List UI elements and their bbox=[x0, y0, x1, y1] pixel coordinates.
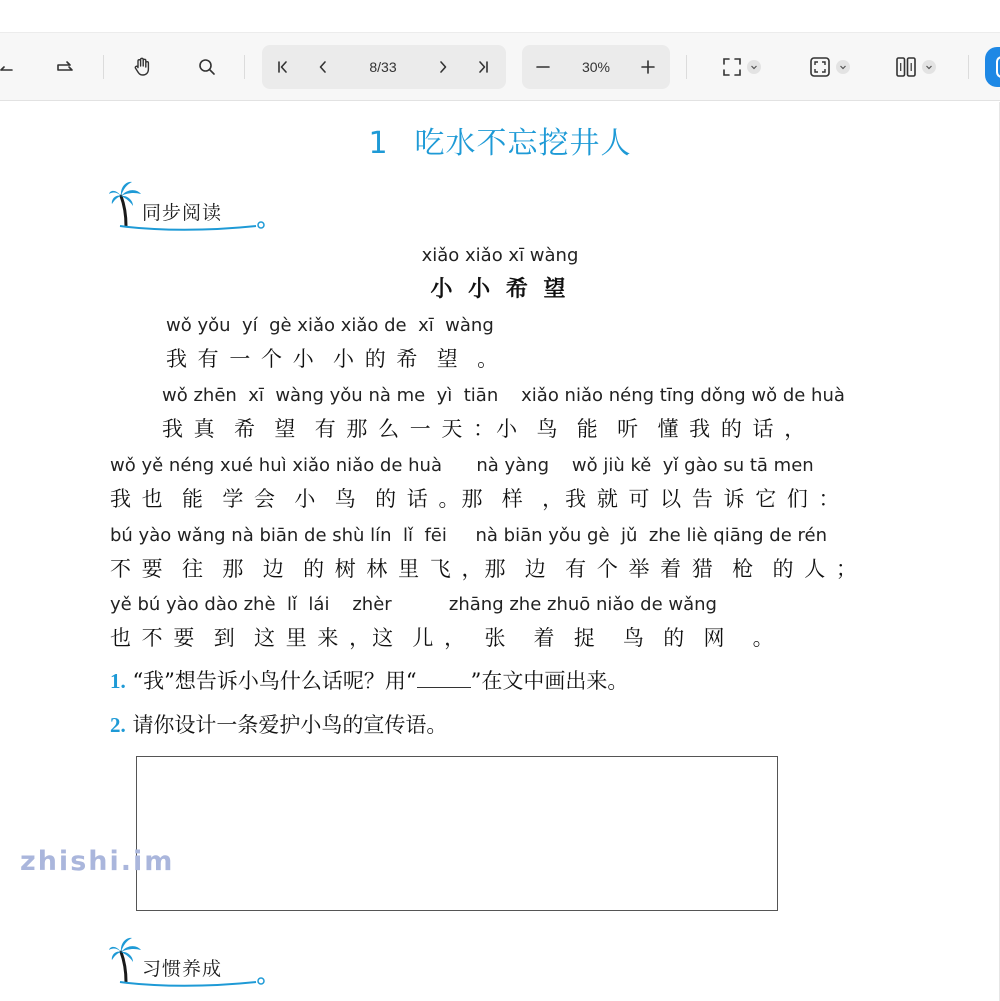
lesson-title bbox=[0, 118, 1000, 162]
answer-box[interactable] bbox=[136, 756, 778, 911]
poem-line-text: 也 不 要 到 这 里 来 ，这 儿 ， 张 着 捉 鸟 的 网 。 bbox=[110, 626, 776, 650]
poem-line-pinyin: wǒ zhēn xī wàng yǒu nà me yì tiān xiǎo niǎo néng tīng dǒng wǒ de huà bbox=[162, 385, 845, 406]
poem-line-text: 不 要 往 那 边 的 树 林 里 飞 ，那 边 有 个 举 着 猎 枪 的 人 ； bbox=[110, 557, 859, 581]
question-text: ”在文中画出来。 bbox=[470, 669, 629, 693]
poem-line-pinyin: yě bú yào dào zhè lǐ lái zhèr zhāng zhe zhuō niǎo de wǎng bbox=[110, 594, 717, 615]
watermark: zhishi.im bbox=[20, 846, 175, 877]
section-badge-habit bbox=[108, 932, 268, 988]
poem-line-pinyin: wǒ yě néng xué huì xiǎo niǎo de huà nà yàng wǒ jiù kě yǐ gào su tā men bbox=[110, 455, 814, 476]
question-2 bbox=[110, 709, 447, 739]
poem-line-text: 我 也 能 学 会 小 鸟 的 话 。那 样 ，我 就 可 以 告 诉 它 们 ： bbox=[110, 487, 842, 511]
question-1 bbox=[110, 665, 628, 695]
zoom-in-icon[interactable] bbox=[635, 33, 661, 101]
wave-underline-icon bbox=[118, 976, 268, 988]
redo-icon[interactable] bbox=[52, 33, 80, 101]
next-page-icon[interactable] bbox=[430, 33, 456, 101]
poem-line-text: 我 真 希 望 有 那 么 一 天 ：小 鸟 能 听 懂 我 的 话 ， bbox=[162, 417, 808, 441]
fit-page-icon bbox=[808, 55, 832, 79]
first-page-icon[interactable] bbox=[270, 33, 296, 101]
poem-line-pinyin: wǒ yǒu yí gè xiǎo xiǎo de xī wàng bbox=[166, 315, 494, 336]
two-page-view-icon bbox=[894, 55, 918, 79]
section-label: 同步阅读 bbox=[142, 202, 223, 224]
question-text: “我”想告诉小鸟什么话呢？用“ bbox=[132, 669, 417, 693]
prev-page-icon[interactable] bbox=[310, 33, 336, 101]
chevron-down-icon[interactable] bbox=[922, 60, 936, 74]
chevron-down-icon[interactable] bbox=[836, 60, 850, 74]
poem-title-pinyin: xiǎo xiǎo xī wàng bbox=[421, 245, 579, 266]
toolbar-separator bbox=[103, 55, 104, 79]
undo-icon[interactable] bbox=[0, 33, 18, 101]
answer-blank bbox=[417, 670, 471, 688]
poem-title: 小 小 希 望 bbox=[430, 276, 570, 302]
fullscreen-button[interactable] bbox=[714, 33, 768, 101]
pdf-toolbar bbox=[0, 33, 1000, 101]
hand-icon[interactable] bbox=[128, 33, 156, 101]
poem-line-text: 我 有 一 个 小 小 的 希 望 。 bbox=[166, 347, 501, 371]
toolbar-separator bbox=[686, 55, 687, 79]
search-icon[interactable] bbox=[193, 33, 221, 101]
document-page bbox=[0, 102, 1000, 1001]
section-label: 习惯养成 bbox=[142, 958, 223, 980]
lesson-title-text: 吃水不忘挖井人 bbox=[414, 126, 632, 161]
zoom-level[interactable]: 30% bbox=[581, 59, 611, 75]
last-page-icon[interactable] bbox=[470, 33, 496, 101]
chevron-down-icon[interactable] bbox=[747, 60, 761, 74]
app-logo-icon bbox=[996, 56, 1000, 78]
question-number: 2. bbox=[110, 713, 126, 737]
question-text: 请你设计一条爱护小鸟的宣传语。 bbox=[132, 713, 448, 737]
page-view-button[interactable] bbox=[888, 33, 942, 101]
lesson-number: 1 bbox=[368, 126, 389, 161]
page-counter[interactable]: 8/33 bbox=[369, 59, 397, 75]
window-top-strip bbox=[0, 0, 1000, 33]
zoom-out-icon[interactable] bbox=[530, 33, 556, 101]
question-number: 1. bbox=[110, 669, 126, 693]
toolbar-separator bbox=[244, 55, 245, 79]
section-badge-reading bbox=[108, 176, 268, 232]
poem-line-pinyin: bú yào wǎng nà biān de shù lín lǐ fēi nà biān yǒu gè jǔ zhe liè qiāng de rén bbox=[110, 525, 827, 546]
wave-underline-icon bbox=[118, 220, 268, 232]
fit-page-button[interactable] bbox=[802, 33, 856, 101]
toolbar-separator bbox=[968, 55, 969, 79]
fullscreen-icon bbox=[721, 56, 743, 78]
